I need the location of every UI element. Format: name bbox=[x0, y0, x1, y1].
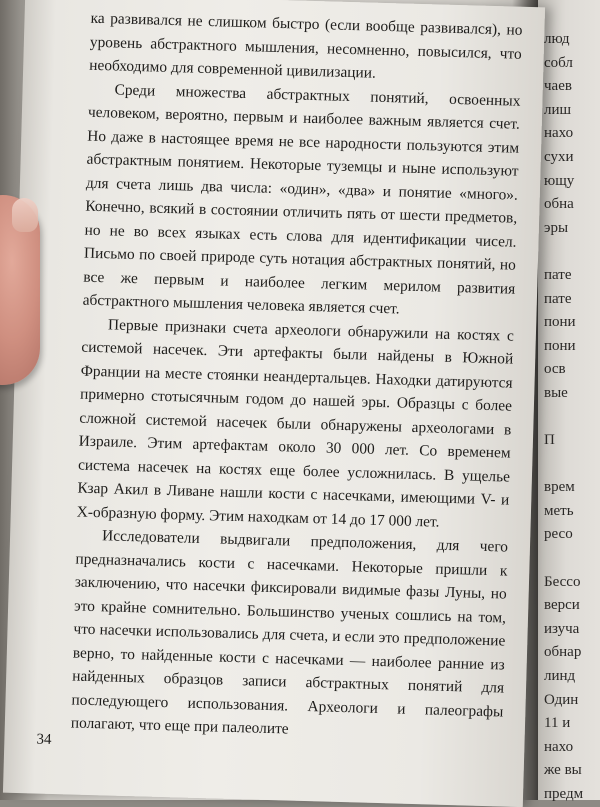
right-page-line: нахо bbox=[544, 125, 574, 142]
right-page-line: собл bbox=[544, 54, 573, 71]
right-page-line: Бессо bbox=[544, 573, 581, 590]
right-page-text bbox=[544, 28, 600, 807]
right-page-line: обнар bbox=[544, 644, 582, 661]
right-page-line bbox=[544, 406, 600, 430]
right-page-line: меть bbox=[544, 502, 574, 519]
right-page-line: изуча bbox=[544, 620, 580, 637]
right-page-line: нахо bbox=[544, 738, 574, 755]
page-body-text bbox=[71, 7, 523, 747]
right-page-line: предм bbox=[544, 786, 584, 802]
paragraph-abstract-concepts: Среди множества абстрактных понятий, освоенных человеком, вероятно, первым и наиболее важным является счет. Но даже в настоящее время не все народности пользуются этим абстрактным понятием. Некоторые туземцы и ныне используют для счета лишь два числа: «один», «два» и понятие «много». Конечно, всякий в состоянии отличить пять от шести предметов, но не во всех языках есть слова для идентификации чисел. Письмо по своей природе суть нотация абстрактных понятий, но все же первым и наиболее легким мерилом развития абстрактного мышления человека является счет. bbox=[82, 80, 521, 318]
page-number: 34 bbox=[36, 731, 52, 748]
right-page-line: осв bbox=[544, 361, 566, 378]
finger-nail bbox=[12, 198, 38, 232]
right-page-line: верси bbox=[544, 597, 580, 614]
right-page-line: эры bbox=[544, 219, 569, 236]
right-page-line: ющу bbox=[544, 172, 575, 189]
right-page-line: люд bbox=[544, 31, 570, 47]
paragraph-first-signs: Первые признаки счета археологи обнаружили на костях с системой насечек. Эти артефакты были найдены в Южной Франции на месте стоянки неандертальцев. Находки датируются примерно стотысячным годом до нашей эры. Образцы с более сложной системой насечек были обнаружены археологами в Израиле. Этим артефактам около 30 000 лет. Со временем система насечек на костях еще более усложнилась. В ущелье Кзар Акил в Ливане нашли кости с насечками, имеющими V- и X-образную форму. Этим находкам от 14 до 17 000 лет. bbox=[76, 315, 515, 531]
right-page-line: же вы bbox=[544, 762, 582, 779]
right-page-line: линд bbox=[544, 668, 576, 685]
paragraph-researchers: Исследователи выдвигали предположения, для чего предназначались кости с насечками. Некоторые пришли к заключению, что насечки фиксировали видимые фазы Луны, но это крайне сомнительно. Большинство ученых сошлись на том, что насечки использовались для счета, и если это предположение верно, то найденные кости с насечками — наиболее ранние из найденных образцов записи абстрактных понятий для последующего использования. Археологи и палеографы полагают, что еще при палеолите bbox=[70, 527, 509, 738]
paragraph-continuation: ка развивался не слишком быстро (если вообще развивался), но уровень абстрактного мышления, несомненно, повысился, что необходимо для современной цивилизации. bbox=[89, 9, 523, 82]
right-page-line: вые bbox=[544, 384, 568, 401]
right-page-line: 11 и bbox=[544, 715, 571, 732]
right-page-line bbox=[544, 240, 600, 264]
right-page-line: пони bbox=[544, 337, 576, 354]
right-page-line: П bbox=[544, 432, 555, 449]
right-page-line: сухи bbox=[544, 148, 574, 165]
right-page-line: пони bbox=[544, 314, 576, 331]
right-page-line bbox=[544, 453, 600, 477]
left-page bbox=[3, 0, 545, 807]
right-page-line: ресо bbox=[544, 526, 573, 543]
right-page-line bbox=[544, 547, 600, 571]
right-page-line: врем bbox=[544, 479, 575, 496]
right-page-line: обна bbox=[544, 196, 574, 213]
right-page-line: пате bbox=[544, 290, 572, 307]
right-page-line: пате bbox=[544, 266, 572, 283]
right-page-line: лиш bbox=[544, 101, 572, 118]
right-page-line: чаев bbox=[544, 78, 572, 95]
right-page-line: Один bbox=[544, 691, 579, 708]
